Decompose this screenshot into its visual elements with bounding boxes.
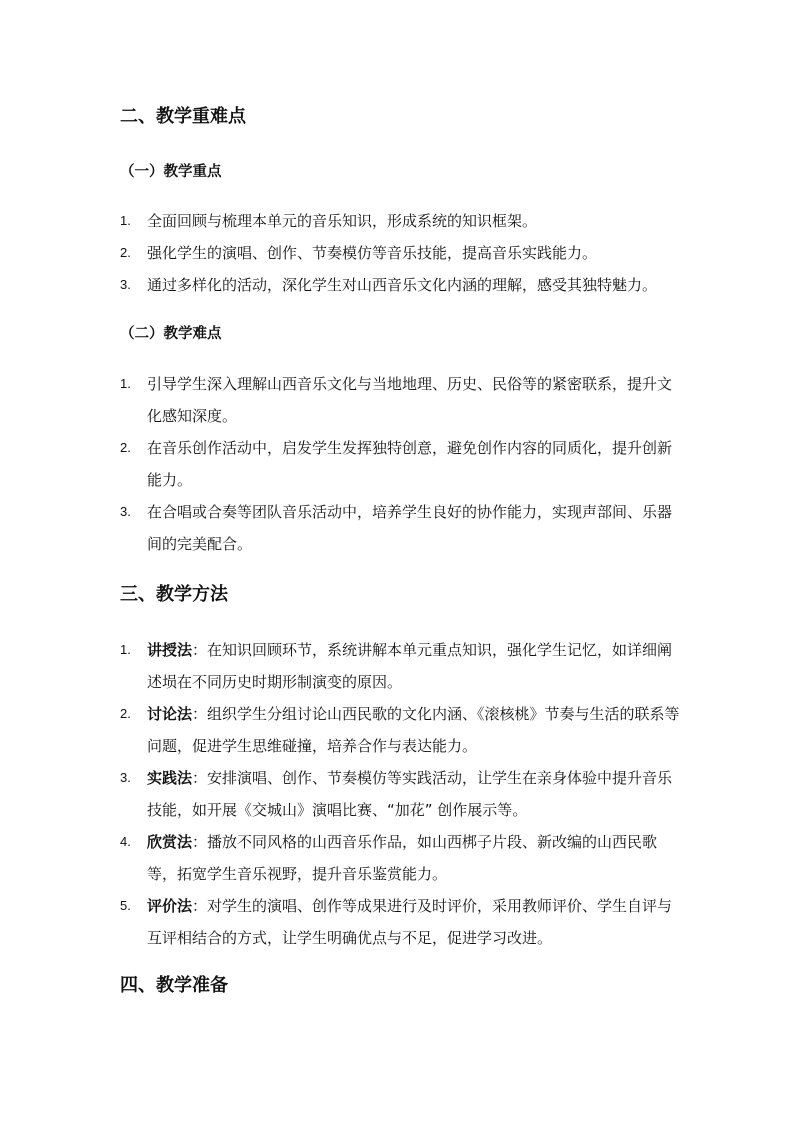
list-text: ：播放不同风格的山西音乐作品，如山西梆子片段、新改编的山西民歌等，拓宽学生音乐视野，提升音乐鉴赏能力。 [147,833,658,883]
method-label: 实践法 [147,769,193,787]
list-item [120,368,680,432]
list-text: ：安排演唱、创作、节奏模仿等实践活动，让学生在亲身体验中提升音乐技能，如开展《交城山》演唱比赛、“加花” 创作展示等。 [147,769,673,819]
subheading-difficulties: （二）教学难点 [120,326,222,342]
section-heading-preparation: 四、教学准备 [120,975,228,996]
list-item [120,762,680,826]
method-label: 欣赏法 [147,833,193,851]
methods-list [120,634,680,954]
list-number: 2. [120,245,131,260]
list-text: 通过多样化的活动，深化学生对山西音乐文化内涵的理解，感受其独特魅力。 [147,276,658,294]
list-number: 4. [120,834,131,849]
list-item [120,496,680,560]
list-number: 1. [120,376,131,391]
list-item [120,826,680,890]
list-item [120,205,680,237]
list-text: ：在知识回顾环节，系统讲解本单元重点知识，强化学生记忆，如详细阐述埙在不同历史时期形制演变的原因。 [147,641,673,691]
list-number: 1. [120,642,131,657]
list-number: 5. [120,898,131,913]
list-item [120,890,680,954]
list-item [120,237,680,269]
method-label: 评价法 [147,897,193,915]
list-text: ：对学生的演唱、创作等成果进行及时评价，采用教师评价、学生自评与互评相结合的方式，让学生明确优点与不足，促进学习改进。 [147,897,673,947]
list-number: 1. [120,213,131,228]
list-text: 强化学生的演唱、创作、节奏模仿等音乐技能，提高音乐实践能力。 [147,244,598,262]
section-heading-methods: 三、教学方法 [120,584,228,605]
list-number: 2. [120,706,131,721]
list-item [120,432,680,496]
list-item [120,634,680,698]
method-label: 讨论法 [147,705,193,723]
list-text: 引导学生深入理解山西音乐文化与当地地理、历史、民俗等的紧密联系，提升文化感知深度。 [147,375,673,425]
list-text: 全面回顾与梳理本单元的音乐知识，形成系统的知识框架。 [147,212,538,230]
list-item [120,269,680,301]
difficulties-list [120,368,680,560]
list-number: 2. [120,440,131,455]
list-number: 3. [120,770,131,785]
list-number: 3. [120,504,131,519]
method-label: 讲授法 [147,641,193,659]
list-text: 在音乐创作活动中，启发学生发挥独特创意，避免创作内容的同质化，提升创新能力。 [147,439,673,489]
key-points-list [120,205,680,301]
list-item [120,698,680,762]
list-number: 3. [120,277,131,292]
section-heading-difficulties: 二、教学重难点 [120,106,246,127]
list-text: ：组织学生分组讨论山西民歌的文化内涵、《滚核桃》节奏与生活的联系等问题，促进学生思维碰撞，培养合作与表达能力。 [147,705,680,755]
subheading-key-points: （一）教学重点 [120,164,222,180]
list-text: 在合唱或合奏等团队音乐活动中，培养学生良好的协作能力，实现声部间、乐器间的完美配合。 [147,503,673,553]
